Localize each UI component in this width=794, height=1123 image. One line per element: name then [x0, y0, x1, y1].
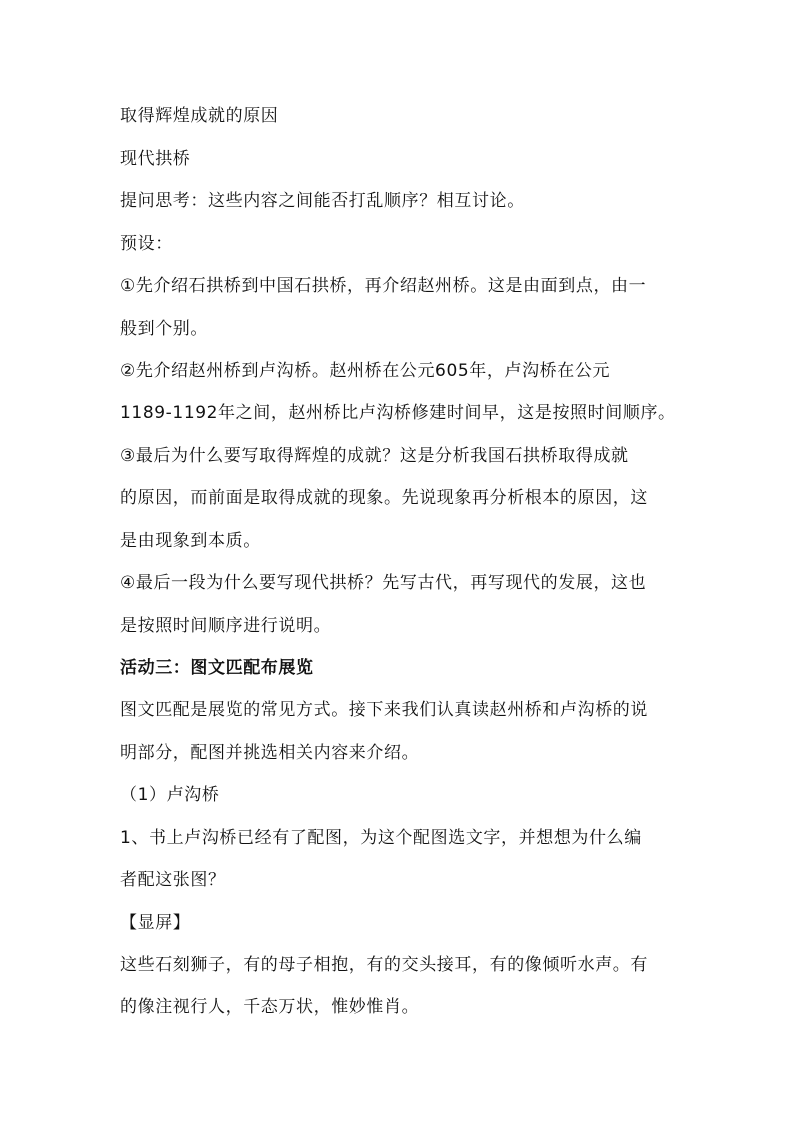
text-line: 1、书上卢沟桥已经有了配图，为这个配图选文字，并想想为什么编 — [120, 828, 642, 848]
text-line: 般到个别。 — [120, 319, 208, 339]
section-heading: 活动三：图文匹配布展览 — [120, 658, 314, 678]
text-line: 取得辉煌成就的原因 — [120, 106, 279, 126]
text-line: 明部分，配图并挑选相关内容来介绍。 — [120, 743, 420, 763]
text-line: ②先介绍赵州桥到卢沟桥。赵州桥在公元605年，卢沟桥在公元 — [120, 361, 611, 381]
text-line: 者配这张图？ — [120, 870, 226, 890]
text-line: 预设： — [120, 234, 173, 254]
text-line: 1189-1192年之间，赵州桥比卢沟桥修建时间早，这是按照时间顺序。 — [120, 403, 676, 423]
text-line: 的像注视行人，千态万状，惟妙惟肖。 — [120, 997, 420, 1017]
text-line: 这些石刻狮子，有的母子相抱，有的交头接耳，有的像倾听水声。有 — [120, 955, 648, 975]
text-line: 提问思考：这些内容之间能否打乱顺序？相互讨论。 — [120, 191, 525, 211]
text-line: （1）卢沟桥 — [120, 785, 220, 805]
text-line: ①先介绍石拱桥到中国石拱桥，再介绍赵州桥。这是由面到点，由一 — [120, 276, 647, 296]
text-line: ③最后为什么要写取得辉煌的成就？这是分析我国石拱桥取得成就 — [120, 446, 629, 466]
text-line: ④最后一段为什么要写现代拱桥？先写古代，再写现代的发展，这也 — [120, 573, 647, 593]
text-line: 现代拱桥 — [120, 149, 191, 169]
text-line: 是按照时间顺序进行说明。 — [120, 616, 332, 636]
text-line: 是由现象到本质。 — [120, 531, 261, 551]
text-line: 的原因，而前面是取得成就的现象。先说现象再分析根本的原因，这 — [120, 488, 648, 508]
text-line: 图文匹配是展览的常见方式。接下来我们认真读赵州桥和卢沟桥的说 — [120, 700, 648, 720]
text-line: 【显屏】 — [120, 913, 191, 933]
